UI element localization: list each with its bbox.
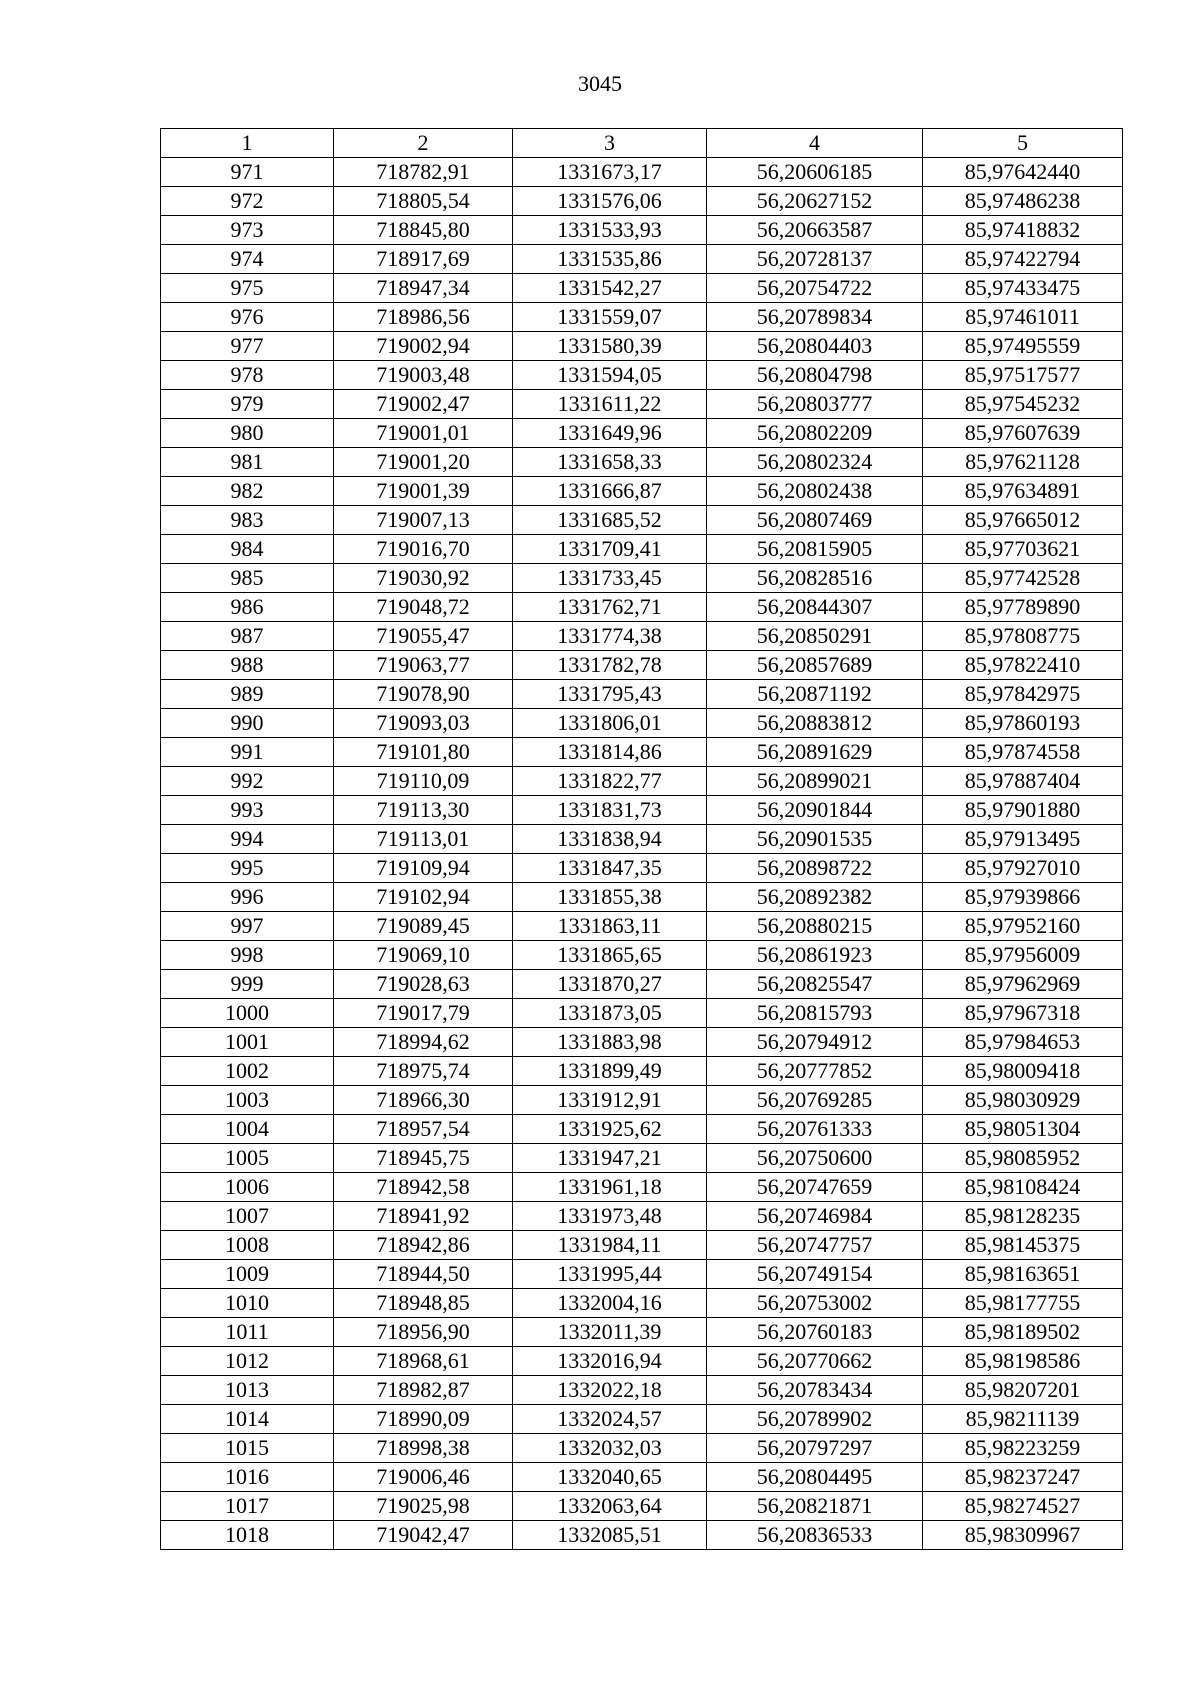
table-row [161,158,1123,187]
col5-value-cell: 85,98223259 [923,1434,1123,1463]
col4-value-cell: 56,20804403 [707,332,923,361]
col4-value-cell: 56,20802438 [707,477,923,506]
col2-value-cell: 719025,98 [334,1492,513,1521]
table-row [161,1463,1123,1492]
table-row [161,1115,1123,1144]
col3-value-cell: 1331685,52 [513,506,707,535]
col4-value-cell: 56,20802209 [707,419,923,448]
table-row [161,361,1123,390]
col5-value-cell: 85,97665012 [923,506,1123,535]
col3-value-cell: 1331535,86 [513,245,707,274]
col2-value-cell: 718998,38 [334,1434,513,1463]
point-number-cell: 976 [161,303,334,332]
col3-value-cell: 1331947,21 [513,1144,707,1173]
col5-value-cell: 85,97887404 [923,767,1123,796]
col3-value-cell: 1331984,11 [513,1231,707,1260]
table-row [161,1057,1123,1086]
col2-value-cell: 719017,79 [334,999,513,1028]
col5-value-cell: 85,97703621 [923,535,1123,564]
page-number: 3045 [578,71,622,96]
col4-value-cell: 56,20746984 [707,1202,923,1231]
point-number-cell: 975 [161,274,334,303]
table-row [161,680,1123,709]
col3-value-cell: 1331873,05 [513,999,707,1028]
point-number-cell: 997 [161,912,334,941]
table-row [161,332,1123,361]
col3-value-cell: 1331782,78 [513,651,707,680]
col5-value-cell: 85,97927010 [923,854,1123,883]
col3-value-cell: 1331883,98 [513,1028,707,1057]
col4-value-cell: 56,20815905 [707,535,923,564]
col4-value-cell: 56,20892382 [707,883,923,912]
col2-value-cell: 718945,75 [334,1144,513,1173]
table-row [161,738,1123,767]
col2-value-cell: 718948,85 [334,1289,513,1318]
table-row [161,1231,1123,1260]
col5-value-cell: 85,98030929 [923,1086,1123,1115]
col3-value-cell: 1331733,45 [513,564,707,593]
point-number-cell: 998 [161,941,334,970]
col3-value-cell: 1331649,96 [513,419,707,448]
col2-value-cell: 718941,92 [334,1202,513,1231]
col3-value-cell: 1331925,62 [513,1115,707,1144]
col5-value-cell: 85,98128235 [923,1202,1123,1231]
point-number-cell: 1008 [161,1231,334,1260]
col3-value-cell: 1332032,03 [513,1434,707,1463]
col4-value-cell: 56,20769285 [707,1086,923,1115]
point-number-cell: 995 [161,854,334,883]
header-row [161,129,1123,158]
col4-value-cell: 56,20606185 [707,158,923,187]
table-row [161,941,1123,970]
col5-value-cell: 85,97789890 [923,593,1123,622]
col5-value-cell: 85,98207201 [923,1376,1123,1405]
col4-value-cell: 56,20821871 [707,1492,923,1521]
col5-value-cell: 85,97901880 [923,796,1123,825]
col4-value-cell: 56,20898722 [707,854,923,883]
table-row [161,187,1123,216]
table-row [161,1289,1123,1318]
table-row [161,970,1123,999]
table-row [161,390,1123,419]
col4-value-cell: 56,20857689 [707,651,923,680]
col2-value-cell: 719001,39 [334,477,513,506]
table-row [161,767,1123,796]
point-number-cell: 999 [161,970,334,999]
col4-value-cell: 56,20789902 [707,1405,923,1434]
header-cell-3: 3 [513,129,707,158]
col3-value-cell: 1331847,35 [513,854,707,883]
col5-value-cell: 85,97913495 [923,825,1123,854]
col2-value-cell: 719055,47 [334,622,513,651]
col4-value-cell: 56,20663587 [707,216,923,245]
col3-value-cell: 1331899,49 [513,1057,707,1086]
col2-value-cell: 719003,48 [334,361,513,390]
col5-value-cell: 85,98189502 [923,1318,1123,1347]
table-header [161,129,1123,158]
point-number-cell: 986 [161,593,334,622]
point-number-cell: 1000 [161,999,334,1028]
col4-value-cell: 56,20803777 [707,390,923,419]
col5-value-cell: 85,97952160 [923,912,1123,941]
table-row [161,1347,1123,1376]
table-row [161,622,1123,651]
col5-value-cell: 85,97939866 [923,883,1123,912]
col4-value-cell: 56,20871192 [707,680,923,709]
table-row [161,1028,1123,1057]
col2-value-cell: 718942,86 [334,1231,513,1260]
col3-value-cell: 1331576,06 [513,187,707,216]
point-number-cell: 1003 [161,1086,334,1115]
col2-value-cell: 718805,54 [334,187,513,216]
col4-value-cell: 56,20861923 [707,941,923,970]
col5-value-cell: 85,97860193 [923,709,1123,738]
col2-value-cell: 718966,30 [334,1086,513,1115]
col4-value-cell: 56,20797297 [707,1434,923,1463]
col4-value-cell: 56,20627152 [707,187,923,216]
col4-value-cell: 56,20760183 [707,1318,923,1347]
col3-value-cell: 1331533,93 [513,216,707,245]
header-cell-2: 2 [334,129,513,158]
col3-value-cell: 1331806,01 [513,709,707,738]
table-row [161,216,1123,245]
col4-value-cell: 56,20728137 [707,245,923,274]
header-cell-5: 5 [923,129,1123,158]
col5-value-cell: 85,98211139 [923,1405,1123,1434]
col3-value-cell: 1332040,65 [513,1463,707,1492]
col4-value-cell: 56,20807469 [707,506,923,535]
col3-value-cell: 1331973,48 [513,1202,707,1231]
col2-value-cell: 718942,58 [334,1173,513,1202]
col5-value-cell: 85,97418832 [923,216,1123,245]
col2-value-cell: 719048,72 [334,593,513,622]
point-number-cell: 1006 [161,1173,334,1202]
col5-value-cell: 85,98274527 [923,1492,1123,1521]
col5-value-cell: 85,97808775 [923,622,1123,651]
point-number-cell: 996 [161,883,334,912]
col2-value-cell: 718917,69 [334,245,513,274]
col2-value-cell: 719109,94 [334,854,513,883]
point-number-cell: 1011 [161,1318,334,1347]
col3-value-cell: 1331822,77 [513,767,707,796]
col3-value-cell: 1332011,39 [513,1318,707,1347]
col5-value-cell: 85,98145375 [923,1231,1123,1260]
col3-value-cell: 1332063,64 [513,1492,707,1521]
point-number-cell: 973 [161,216,334,245]
table-row [161,883,1123,912]
col5-value-cell: 85,97433475 [923,274,1123,303]
col2-value-cell: 719113,30 [334,796,513,825]
col4-value-cell: 56,20747757 [707,1231,923,1260]
col4-value-cell: 56,20850291 [707,622,923,651]
table-row [161,448,1123,477]
table-row [161,1086,1123,1115]
col2-value-cell: 719078,90 [334,680,513,709]
point-number-cell: 992 [161,767,334,796]
col5-value-cell: 85,98198586 [923,1347,1123,1376]
point-number-cell: 1009 [161,1260,334,1289]
point-number-cell: 971 [161,158,334,187]
point-number-cell: 982 [161,477,334,506]
table-row [161,1318,1123,1347]
col4-value-cell: 56,20794912 [707,1028,923,1057]
col3-value-cell: 1331912,91 [513,1086,707,1115]
table-row [161,593,1123,622]
col4-value-cell: 56,20747659 [707,1173,923,1202]
col4-value-cell: 56,20828516 [707,564,923,593]
point-number-cell: 1018 [161,1521,334,1550]
point-number-cell: 972 [161,187,334,216]
col2-value-cell: 719028,63 [334,970,513,999]
col2-value-cell: 719101,80 [334,738,513,767]
col2-value-cell: 719002,47 [334,390,513,419]
point-number-cell: 1002 [161,1057,334,1086]
point-number-cell: 987 [161,622,334,651]
col2-value-cell: 719001,20 [334,448,513,477]
col2-value-cell: 719113,01 [334,825,513,854]
col5-value-cell: 85,98108424 [923,1173,1123,1202]
col4-value-cell: 56,20825547 [707,970,923,999]
col3-value-cell: 1332016,94 [513,1347,707,1376]
col2-value-cell: 719110,09 [334,767,513,796]
col4-value-cell: 56,20804798 [707,361,923,390]
col2-value-cell: 718957,54 [334,1115,513,1144]
col2-value-cell: 718956,90 [334,1318,513,1347]
col5-value-cell: 85,98009418 [923,1057,1123,1086]
table-row [161,796,1123,825]
table-row [161,1492,1123,1521]
col2-value-cell: 719007,13 [334,506,513,535]
table-row [161,1202,1123,1231]
col5-value-cell: 85,98309967 [923,1521,1123,1550]
col4-value-cell: 56,20770662 [707,1347,923,1376]
point-number-cell: 1013 [161,1376,334,1405]
point-number-cell: 985 [161,564,334,593]
col4-value-cell: 56,20753002 [707,1289,923,1318]
col4-value-cell: 56,20815793 [707,999,923,1028]
col3-value-cell: 1331831,73 [513,796,707,825]
col4-value-cell: 56,20789834 [707,303,923,332]
point-number-cell: 979 [161,390,334,419]
table-row [161,564,1123,593]
col3-value-cell: 1331838,94 [513,825,707,854]
col4-value-cell: 56,20891629 [707,738,923,767]
col5-value-cell: 85,98177755 [923,1289,1123,1318]
point-number-cell: 1015 [161,1434,334,1463]
table-row [161,303,1123,332]
col2-value-cell: 719002,94 [334,332,513,361]
col5-value-cell: 85,97956009 [923,941,1123,970]
col3-value-cell: 1331865,65 [513,941,707,970]
col2-value-cell: 719093,03 [334,709,513,738]
col4-value-cell: 56,20754722 [707,274,923,303]
coordinates-table [160,128,1123,1550]
table-row [161,709,1123,738]
col2-value-cell: 719016,70 [334,535,513,564]
col4-value-cell: 56,20783434 [707,1376,923,1405]
point-number-cell: 1005 [161,1144,334,1173]
point-number-cell: 988 [161,651,334,680]
table-body [161,158,1123,1550]
point-number-cell: 989 [161,680,334,709]
col5-value-cell: 85,97422794 [923,245,1123,274]
col2-value-cell: 718990,09 [334,1405,513,1434]
col5-value-cell: 85,97461011 [923,303,1123,332]
point-number-cell: 1014 [161,1405,334,1434]
table-row [161,1144,1123,1173]
point-number-cell: 1012 [161,1347,334,1376]
col3-value-cell: 1331559,07 [513,303,707,332]
col3-value-cell: 1331762,71 [513,593,707,622]
col3-value-cell: 1331995,44 [513,1260,707,1289]
col3-value-cell: 1331863,11 [513,912,707,941]
col2-value-cell: 719089,45 [334,912,513,941]
col3-value-cell: 1331870,27 [513,970,707,999]
col2-value-cell: 718782,91 [334,158,513,187]
col5-value-cell: 85,97874558 [923,738,1123,767]
point-number-cell: 990 [161,709,334,738]
col3-value-cell: 1331594,05 [513,361,707,390]
col4-value-cell: 56,20777852 [707,1057,923,1086]
point-number-cell: 984 [161,535,334,564]
col2-value-cell: 719063,77 [334,651,513,680]
col3-value-cell: 1331666,87 [513,477,707,506]
col3-value-cell: 1331658,33 [513,448,707,477]
col5-value-cell: 85,97967318 [923,999,1123,1028]
col2-value-cell: 718944,50 [334,1260,513,1289]
col3-value-cell: 1332024,57 [513,1405,707,1434]
col3-value-cell: 1331795,43 [513,680,707,709]
point-number-cell: 1010 [161,1289,334,1318]
col3-value-cell: 1331611,22 [513,390,707,419]
col3-value-cell: 1332085,51 [513,1521,707,1550]
col3-value-cell: 1331673,17 [513,158,707,187]
col2-value-cell: 719069,10 [334,941,513,970]
col3-value-cell: 1331774,38 [513,622,707,651]
point-number-cell: 994 [161,825,334,854]
col2-value-cell: 719006,46 [334,1463,513,1492]
col5-value-cell: 85,98237247 [923,1463,1123,1492]
table-row [161,477,1123,506]
table-row [161,1173,1123,1202]
col2-value-cell: 719001,01 [334,419,513,448]
table-row [161,245,1123,274]
point-number-cell: 1004 [161,1115,334,1144]
col3-value-cell: 1332004,16 [513,1289,707,1318]
col4-value-cell: 56,20749154 [707,1260,923,1289]
table-row [161,506,1123,535]
col5-value-cell: 85,97962969 [923,970,1123,999]
col4-value-cell: 56,20880215 [707,912,923,941]
table-row [161,854,1123,883]
point-number-cell: 978 [161,361,334,390]
point-number-cell: 1016 [161,1463,334,1492]
col4-value-cell: 56,20844307 [707,593,923,622]
col3-value-cell: 1331855,38 [513,883,707,912]
point-number-cell: 991 [161,738,334,767]
col5-value-cell: 85,98085952 [923,1144,1123,1173]
col4-value-cell: 56,20901535 [707,825,923,854]
col2-value-cell: 718968,61 [334,1347,513,1376]
table-row [161,1405,1123,1434]
table-row [161,535,1123,564]
col4-value-cell: 56,20899021 [707,767,923,796]
col2-value-cell: 718975,74 [334,1057,513,1086]
col2-value-cell: 718845,80 [334,216,513,245]
col5-value-cell: 85,97517577 [923,361,1123,390]
point-number-cell: 981 [161,448,334,477]
point-number-cell: 983 [161,506,334,535]
col5-value-cell: 85,97634891 [923,477,1123,506]
col3-value-cell: 1331814,86 [513,738,707,767]
col3-value-cell: 1331542,27 [513,274,707,303]
table-row [161,1260,1123,1289]
col5-value-cell: 85,98051304 [923,1115,1123,1144]
table-row [161,651,1123,680]
point-number-cell: 1001 [161,1028,334,1057]
col3-value-cell: 1332022,18 [513,1376,707,1405]
col3-value-cell: 1331709,41 [513,535,707,564]
col2-value-cell: 718986,56 [334,303,513,332]
col5-value-cell: 85,97607639 [923,419,1123,448]
col4-value-cell: 56,20901844 [707,796,923,825]
col5-value-cell: 85,97742528 [923,564,1123,593]
col4-value-cell: 56,20804495 [707,1463,923,1492]
col5-value-cell: 85,98163651 [923,1260,1123,1289]
table-row [161,825,1123,854]
col4-value-cell: 56,20883812 [707,709,923,738]
col4-value-cell: 56,20750600 [707,1144,923,1173]
col4-value-cell: 56,20761333 [707,1115,923,1144]
col4-value-cell: 56,20802324 [707,448,923,477]
col5-value-cell: 85,97545232 [923,390,1123,419]
table-row [161,274,1123,303]
col2-value-cell: 719042,47 [334,1521,513,1550]
point-number-cell: 974 [161,245,334,274]
col5-value-cell: 85,97495559 [923,332,1123,361]
col2-value-cell: 718947,34 [334,274,513,303]
col5-value-cell: 85,97621128 [923,448,1123,477]
header-cell-4: 4 [707,129,923,158]
point-number-cell: 993 [161,796,334,825]
col3-value-cell: 1331580,39 [513,332,707,361]
col4-value-cell: 56,20836533 [707,1521,923,1550]
table-row [161,999,1123,1028]
table-row [161,1521,1123,1550]
col2-value-cell: 719030,92 [334,564,513,593]
col2-value-cell: 718994,62 [334,1028,513,1057]
col5-value-cell: 85,97822410 [923,651,1123,680]
point-number-cell: 1007 [161,1202,334,1231]
header-cell-1: 1 [161,129,334,158]
table-row [161,419,1123,448]
point-number-cell: 977 [161,332,334,361]
col5-value-cell: 85,97486238 [923,187,1123,216]
col5-value-cell: 85,97984653 [923,1028,1123,1057]
col5-value-cell: 85,97842975 [923,680,1123,709]
table-row [161,912,1123,941]
col2-value-cell: 719102,94 [334,883,513,912]
col3-value-cell: 1331961,18 [513,1173,707,1202]
table-row [161,1434,1123,1463]
col2-value-cell: 718982,87 [334,1376,513,1405]
point-number-cell: 1017 [161,1492,334,1521]
col5-value-cell: 85,97642440 [923,158,1123,187]
table-row [161,1376,1123,1405]
point-number-cell: 980 [161,419,334,448]
